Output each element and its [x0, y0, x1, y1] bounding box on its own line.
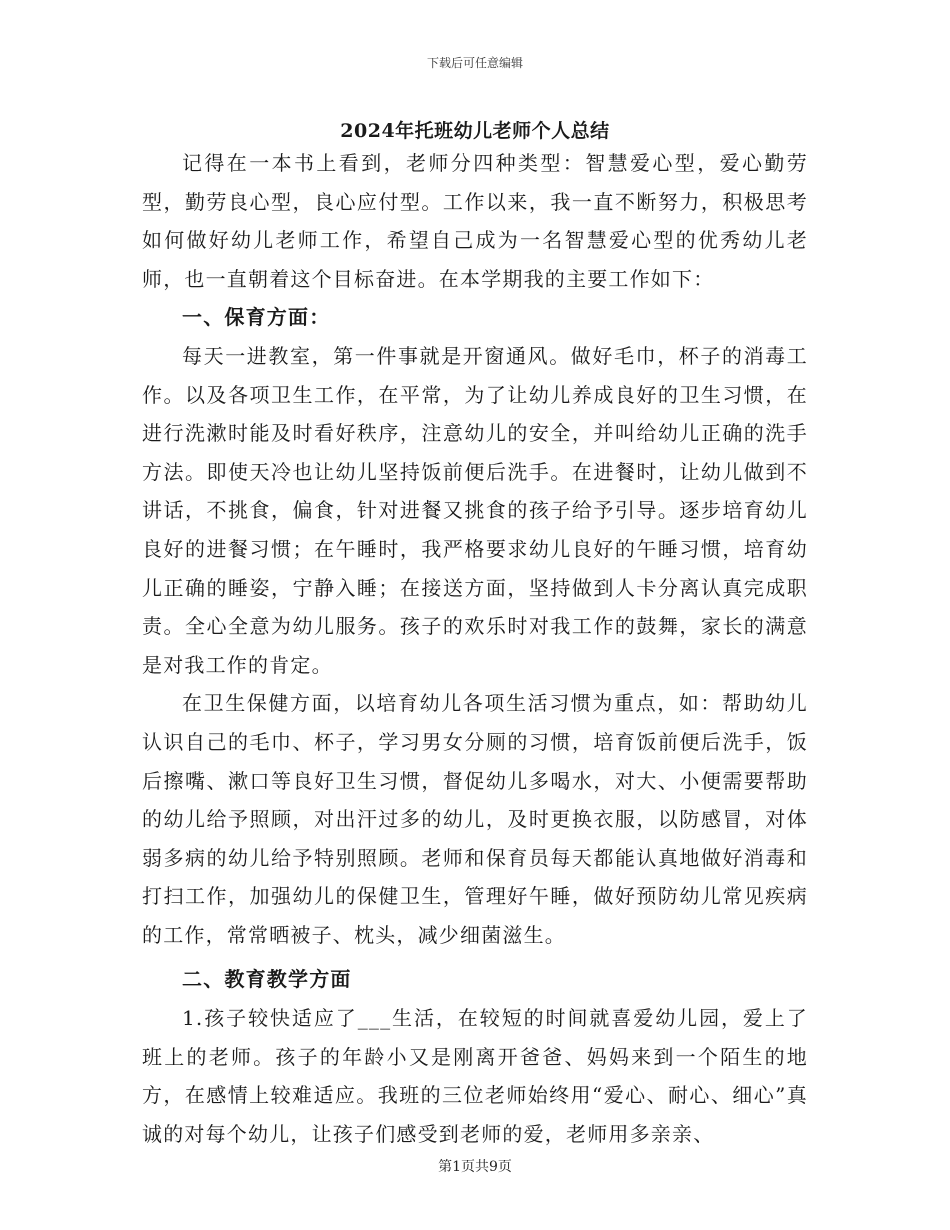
care-paragraph-1: 每天一进教室，第一件事就是开窗通风。做好毛巾，杯子的消毒工作。以及各项卫生工作，在平常，为了让幼儿养成良好的卫生习惯，在进行洗漱时能及时看好秩序，注意幼儿的安全，并叫给幼儿正确的洗手方法。即使天冷也让幼儿坚持饭前便后洗手。在进餐时，让幼儿做到不讲话，不挑食，偏食，针对进餐又挑食的孩子给予引导。逐步培育幼儿良好的进餐习惯；在午睡时，我严格要求幼儿良好的午睡习惯，培育幼儿正确的睡姿，宁静入睡；在接送方面，坚持做到人卡分离认真完成职责。全心全意为幼儿服务。孩子的欢乐时对我工作的鼓舞，家长的满意是对我工作的肯定。 — [142, 343, 808, 677]
section-heading-care: 一、保育方面： — [182, 305, 331, 330]
header-note: 下载后可任意编辑 — [426, 56, 523, 70]
education-paragraph-1: 1.孩子较快适应了___生活，在较短的时间就喜爱幼儿园，爱上了班上的老师。孩子的年龄小又是刚离开爸爸、妈妈来到一个陌生的地方，在感情上较难适应。我班的三位老师始终用“爱心、耐心、细心”真诚的对每个幼儿，让孩子们感受到老师的爱，老师用多亲亲、 — [142, 1006, 808, 1146]
document-title: 2024年托班幼儿老师个人总结 — [340, 120, 610, 142]
page-number-footer: 第1页共9页 — [438, 1159, 512, 1175]
section-heading-education: 二、教育教学方面 — [182, 967, 352, 992]
intro-paragraph: 记得在一本书上看到，老师分四种类型：智慧爱心型，爱心勤劳型，勤劳良心型，良心应付型。工作以来，我一直不断努力，积极思考如何做好幼儿老师工作，希望自己成为一名智慧爱心型的优秀幼儿老师，也一直朝着这个目标奋进。在本学期我的主要工作如下： — [142, 151, 808, 291]
document-body — [142, 144, 808, 1153]
care-paragraph-2: 在卫生保健方面，以培育幼儿各项生活习惯为重点，如：帮助幼儿认识自己的毛巾、杯子，学习男女分厕的习惯，培育饭前便后洗手，饭后擦嘴、漱口等良好卫生习惯，督促幼儿多喝水，对大、小便需要帮助的幼儿给予照顾，对出汗过多的幼儿，及时更换衣服，以防感冒，对体弱多病的幼儿给予特别照顾。老师和保育员每天都能认真地做好消毒和打扫工作，加强幼儿的保健卫生，管理好午睡，做好预防幼儿常见疾病的工作，常常晒被子、枕头，减少细菌滋生。 — [142, 691, 808, 947]
